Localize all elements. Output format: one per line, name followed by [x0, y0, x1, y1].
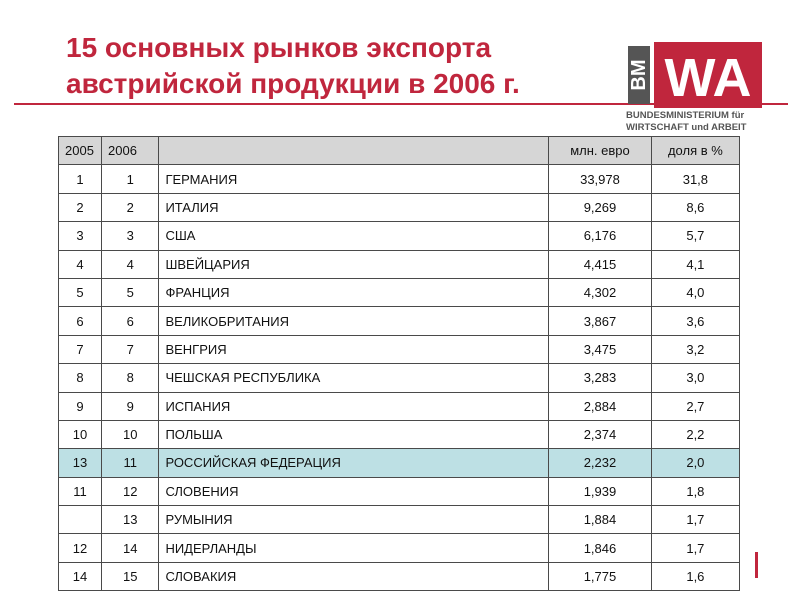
cell-country: ИТАЛИЯ	[159, 193, 549, 221]
cell-share: 3,6	[651, 307, 739, 335]
cell-rank-2005: 1	[59, 165, 102, 193]
table-row	[59, 193, 740, 221]
cell-value: 4,415	[549, 250, 652, 278]
slide-title-line2: австрийской продукции в 2006 г.	[66, 68, 520, 99]
cell-country: СЛОВАКИЯ	[159, 562, 549, 590]
cell-country: ВЕЛИКОБРИТАНИЯ	[159, 307, 549, 335]
bm-logo-letters	[628, 46, 650, 104]
cell-share: 5,7	[651, 222, 739, 250]
cell-rank-2005: 12	[59, 534, 102, 562]
export-markets-table	[58, 136, 740, 591]
slide-title	[66, 30, 586, 102]
cell-value: 2,884	[549, 392, 652, 420]
wa-logo-letters	[654, 42, 762, 108]
cell-rank-2005: 4	[59, 250, 102, 278]
cell-share: 31,8	[651, 165, 739, 193]
cell-value: 33,978	[549, 165, 652, 193]
side-accent-bar	[755, 552, 758, 578]
cell-rank-2005: 14	[59, 562, 102, 590]
table-row	[59, 534, 740, 562]
svg-text:WA: WA	[664, 48, 752, 108]
cell-value: 1,846	[549, 534, 652, 562]
cell-rank-2006: 9	[102, 392, 159, 420]
table-row	[59, 562, 740, 590]
cell-country: РУМЫНИЯ	[159, 506, 549, 534]
header-value: млн. евро	[549, 137, 652, 165]
svg-text:BM: BM	[628, 59, 650, 91]
cell-rank-2006: 10	[102, 420, 159, 448]
table-row	[59, 165, 740, 193]
cell-rank-2005: 6	[59, 307, 102, 335]
table-row	[59, 307, 740, 335]
table-row	[59, 477, 740, 505]
cell-rank-2006: 6	[102, 307, 159, 335]
cell-value: 9,269	[549, 193, 652, 221]
cell-value: 3,283	[549, 364, 652, 392]
cell-value: 3,867	[549, 307, 652, 335]
cell-share: 4,0	[651, 278, 739, 306]
cell-value: 1,775	[549, 562, 652, 590]
table-row	[59, 222, 740, 250]
cell-country: ФРАНЦИЯ	[159, 278, 549, 306]
cell-country: ШВЕЙЦАРИЯ	[159, 250, 549, 278]
cell-share: 3,0	[651, 364, 739, 392]
cell-country: ГЕРМАНИЯ	[159, 165, 549, 193]
cell-share: 4,1	[651, 250, 739, 278]
cell-value: 4,302	[549, 278, 652, 306]
cell-rank-2005: 7	[59, 335, 102, 363]
cell-rank-2005: 13	[59, 449, 102, 477]
table-row	[59, 449, 740, 477]
cell-share: 2,7	[651, 392, 739, 420]
logo-caption	[626, 110, 776, 134]
table-row	[59, 392, 740, 420]
cell-value: 3,475	[549, 335, 652, 363]
cell-country: РОССИЙСКАЯ ФЕДЕРАЦИЯ	[159, 449, 549, 477]
cell-rank-2006: 12	[102, 477, 159, 505]
cell-share: 1,7	[651, 506, 739, 534]
header-rank-2006: 2006	[102, 137, 159, 165]
cell-share: 1,7	[651, 534, 739, 562]
table-row	[59, 420, 740, 448]
header-share: доля в %	[651, 137, 739, 165]
cell-share: 2,0	[651, 449, 739, 477]
cell-rank-2006: 11	[102, 449, 159, 477]
table-row	[59, 364, 740, 392]
cell-rank-2005: 8	[59, 364, 102, 392]
cell-value: 2,374	[549, 420, 652, 448]
cell-share: 1,6	[651, 562, 739, 590]
logo-caption-line1: BUNDESMINISTERIUM für	[626, 110, 745, 121]
cell-country: ИСПАНИЯ	[159, 392, 549, 420]
cell-country: США	[159, 222, 549, 250]
cell-share: 2,2	[651, 420, 739, 448]
cell-rank-2006: 3	[102, 222, 159, 250]
cell-rank-2005: 9	[59, 392, 102, 420]
cell-country: ЧЕШСКАЯ РЕСПУБЛИКА	[159, 364, 549, 392]
cell-rank-2005: 5	[59, 278, 102, 306]
cell-rank-2006: 15	[102, 562, 159, 590]
cell-share: 3,2	[651, 335, 739, 363]
cell-rank-2005: 3	[59, 222, 102, 250]
cell-country: НИДЕРЛАНДЫ	[159, 534, 549, 562]
cell-value: 1,939	[549, 477, 652, 505]
cell-value: 2,232	[549, 449, 652, 477]
cell-value: 1,884	[549, 506, 652, 534]
table-row	[59, 506, 740, 534]
cell-rank-2006: 4	[102, 250, 159, 278]
cell-country: ВЕНГРИЯ	[159, 335, 549, 363]
slide-title-line1: 15 основных рынков экспорта	[66, 32, 492, 63]
cell-share: 8,6	[651, 193, 739, 221]
cell-rank-2006: 5	[102, 278, 159, 306]
cell-rank-2006: 2	[102, 193, 159, 221]
header-rank-2005: 2005	[59, 137, 102, 165]
cell-rank-2006: 7	[102, 335, 159, 363]
table-row	[59, 250, 740, 278]
table-header-row	[59, 137, 740, 165]
cell-rank-2005	[59, 506, 102, 534]
table-row	[59, 335, 740, 363]
cell-country: СЛОВЕНИЯ	[159, 477, 549, 505]
cell-rank-2006: 13	[102, 506, 159, 534]
cell-rank-2006: 14	[102, 534, 159, 562]
header-country	[159, 137, 549, 165]
cell-value: 6,176	[549, 222, 652, 250]
cell-share: 1,8	[651, 477, 739, 505]
cell-rank-2005: 2	[59, 193, 102, 221]
table-row	[59, 278, 740, 306]
logo-caption-line2: WIRTSCHAFT und ARBEIT	[626, 122, 747, 133]
cell-rank-2005: 11	[59, 477, 102, 505]
cell-rank-2006: 1	[102, 165, 159, 193]
cell-country: ПОЛЬША	[159, 420, 549, 448]
cell-rank-2005: 10	[59, 420, 102, 448]
cell-rank-2006: 8	[102, 364, 159, 392]
